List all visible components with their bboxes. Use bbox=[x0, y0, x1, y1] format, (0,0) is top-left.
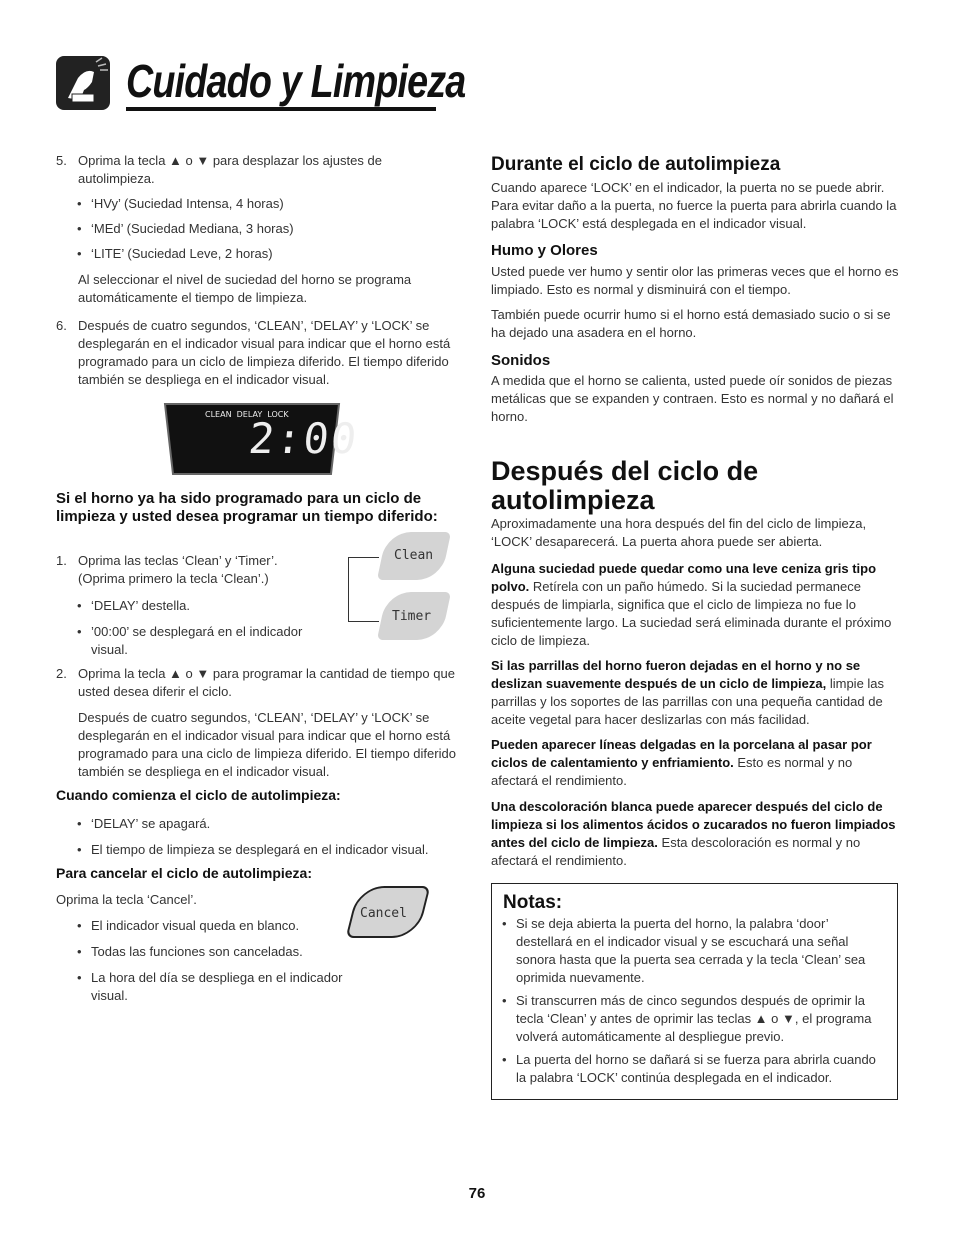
list-item: • ‘DELAY’ destella. bbox=[91, 597, 316, 615]
clean-key-label: Clean bbox=[394, 548, 434, 563]
racks-paragraph: Si las parrillas del horno fueron dejadas en el horno y no se deslizan suavemente después de un ciclo de limpieza, limpie las parrillas y los soportes de las parrillas con una pequeña cantidad de aceite vegetal para hacer deslizarlas con más facilidad. bbox=[491, 658, 885, 727]
list-item: • ‘MEd’ (Suciedad Mediana, 3 horas) bbox=[91, 220, 461, 238]
discolor-paragraph: Una descoloración blanca puede aparecer después del ciclo de limpieza si los alimentos ácidos o zucarados no fueron limpiados antes del ciclo de limpieza. Esta descoloración es normal y no afectará el rendimiento. bbox=[491, 799, 896, 868]
programmed-step-1-text: Oprima las teclas ‘Clean’ y ‘Timer’. (Oprima primero la tecla ‘Clean’.) bbox=[78, 553, 278, 586]
cleaning-hand-icon bbox=[56, 56, 110, 110]
start-heading: Cuando comienza el ciclo de autolimpieza: bbox=[56, 787, 341, 803]
cancel-heading: Para cancelar el ciclo de autolimpieza: bbox=[56, 865, 312, 881]
during-heading: Durante el ciclo de autolimpieza bbox=[491, 154, 781, 175]
list-item: • El tiempo de limpieza se desplegará en el indicador visual. bbox=[91, 841, 461, 859]
display-labels: CLEAN DELAY LOCK bbox=[205, 410, 289, 419]
display-time: 2:00 bbox=[246, 414, 361, 463]
list-item: • La hora del día se despliega en el indicador visual. bbox=[91, 969, 356, 1005]
step-5-text: Oprima la tecla ▲ o ▼ para desplazar los ajustes de autolimpieza. bbox=[78, 153, 382, 186]
list-item: • Todas las funciones son canceladas. bbox=[91, 943, 356, 961]
notes-box bbox=[491, 883, 898, 1100]
list-item: • ‘HVy’ (Suciedad Intensa, 4 horas) bbox=[91, 195, 461, 213]
notes-heading: Notas: bbox=[503, 892, 563, 913]
step-5: 5. Oprima la tecla ▲ o ▼ para desplazar los ajustes de autolimpieza. • ‘HVy’ (Suciedad Intensa, 4 horas) • ‘MEd’ (Suciedad Mediana, 3 horas) • ‘LITE’ (Suciedad Leve, 2 horas) Al seleccionar el nivel de suciedad del horno se programa automáticamente el tiempo de limpieza. bbox=[56, 152, 461, 307]
step-6-text: Después de cuatro segundos, ‘CLEAN’, ‘DELAY’ y ‘LOCK’ se desplegarán en el indicador visual para indicar que el horno está programado para un ciclo de limpieza diferido. El tiempo diferido también se despliega en el indicador visual. bbox=[78, 318, 451, 387]
cancel-section bbox=[56, 891, 356, 1005]
step-6: 6. Después de cuatro segundos, ‘CLEAN’, ‘DELAY’ y ‘LOCK’ se desplegarán en el indicador visual para indicar que el horno está programado para un ciclo de limpieza diferido. El tiempo diferido también se despliega en el indicador visual. bbox=[56, 317, 461, 389]
title-underline bbox=[126, 107, 436, 111]
page-title: Cuidado y Limpieza bbox=[126, 55, 466, 107]
programmed-step-2: 2. Oprima la tecla ▲ o ▼ para programar la cantidad de tiempo que usted desea diferir el ciclo. Después de cuatro segundos, ‘CLEAN’, ‘DELAY’ y ‘LOCK’ se desplegarán en el indicador visual para indicar que el horno está programado para una ciclo de limpieza diferido. El tiempo diferido también se despliega en el indicador visual. bbox=[56, 665, 461, 781]
cancel-intro: Oprima la tecla ‘Cancel’. bbox=[56, 892, 197, 907]
notes-list bbox=[516, 915, 886, 1087]
smoke-text-2: También puede ocurrir humo si el horno está demasiado sucio o si se ha dejado una asadera en el horno. bbox=[491, 307, 891, 340]
list-item: • La puerta del horno se dañará si se fuerza para abrirla cuando la palabra ‘LOCK’ continúa desplegada en el indicador. bbox=[516, 1051, 886, 1087]
after-heading: Después del ciclo de autolimpieza bbox=[491, 456, 759, 515]
start-list bbox=[56, 815, 461, 859]
list-item: • ‘DELAY’ se apagará. bbox=[91, 815, 461, 833]
list-item: • ’00:00’ se desplegará en el indicador visual. bbox=[91, 623, 316, 659]
lines-paragraph: Pueden aparecer líneas delgadas en la porcelana al pasar por ciclos de calentamiento y enfriamiento. Esto es normal y no afectará el rendimiento. bbox=[491, 737, 872, 788]
smoke-text-1: Usted puede ver humo y sentir olor las primeras veces que el horno es limpiado. Esto es normal y disminuirá con el tiempo. bbox=[491, 264, 899, 297]
sounds-heading: Sonidos bbox=[491, 352, 551, 369]
programmed-heading: Si el horno ya ha sido programado para un ciclo de limpieza y usted desea programar un tiempo diferido: bbox=[56, 490, 438, 525]
key-bracket bbox=[348, 557, 379, 622]
during-text: Cuando aparece ‘LOCK’ en el indicador, la puerta no se puede abrir. Para evitar daño a la puerta, no fuerce la puerta para abrirla cuando la palabra ‘LOCK’ está desplegada en el indicador visual. bbox=[491, 180, 897, 231]
step-5-after: Al seleccionar el nivel de suciedad del horno se programa automáticamente el tiempo de limpieza. bbox=[78, 272, 412, 305]
cancel-key-label: Cancel bbox=[360, 906, 407, 921]
ash-paragraph: Alguna suciedad puede quedar como una leve ceniza gris tipo polvo. Retírela con un paño húmedo. Si la suciedad permanece después de limpiarla, significa que el ciclo de limpieza no fue lo suficientemente largo. La suciedad será eliminada durante el próximo ciclo de limpieza. bbox=[491, 561, 892, 648]
timer-key-label: Timer bbox=[392, 609, 432, 624]
oven-display bbox=[163, 400, 361, 478]
programmed-step-2-after: Después de cuatro segundos, ‘CLEAN’, ‘DELAY’ y ‘LOCK’ se desplegarán en el indicador visual para indicar que el horno está programado para una ciclo de limpieza diferido. El tiempo diferido también se despliega en el indicador visual. bbox=[78, 710, 456, 779]
list-item: • ‘LITE’ (Suciedad Leve, 2 horas) bbox=[91, 245, 461, 263]
list-item: • Si se deja abierta la puerta del horno, la palabra ‘door’ destellará en el indicador visual y se escuchará una señal sonora hasta que la puerta sea cerrada y la tecla ‘Clean’ sea oprimida nuevamente. bbox=[516, 915, 886, 987]
sounds-text: A medida que el horno se calienta, usted puede oír sonidos de piezas metálicas que se expanden y contraen. Esto es normal y no dañará el horno. bbox=[491, 373, 894, 424]
page-number: 76 bbox=[468, 1185, 486, 1202]
programmed-step-2-text: Oprima la tecla ▲ o ▼ para programar la cantidad de tiempo que usted desea diferir el ciclo. bbox=[78, 666, 455, 699]
list-item: • El indicador visual queda en blanco. bbox=[91, 917, 356, 935]
programmed-step-1: 1. Oprima las teclas ‘Clean’ y ‘Timer’. (Oprima primero la tecla ‘Clean’.) • ‘DELAY’ destella. • ’00:00’ se desplegará en el indicador visual. bbox=[56, 552, 316, 659]
smoke-heading: Humo y Olores bbox=[491, 242, 598, 259]
after-text: Aproximadamente una hora después del fin del ciclo de limpieza, ‘LOCK’ desaparecerá. La puerta ahora puede ser abierta. bbox=[491, 516, 867, 549]
list-item: • Si transcurren más de cinco segundos después de oprimir la tecla ‘Clean’ y antes de oprimir las teclas ▲ o ▼, el programa volverá automáticamente al despliegue previo. bbox=[516, 992, 886, 1046]
